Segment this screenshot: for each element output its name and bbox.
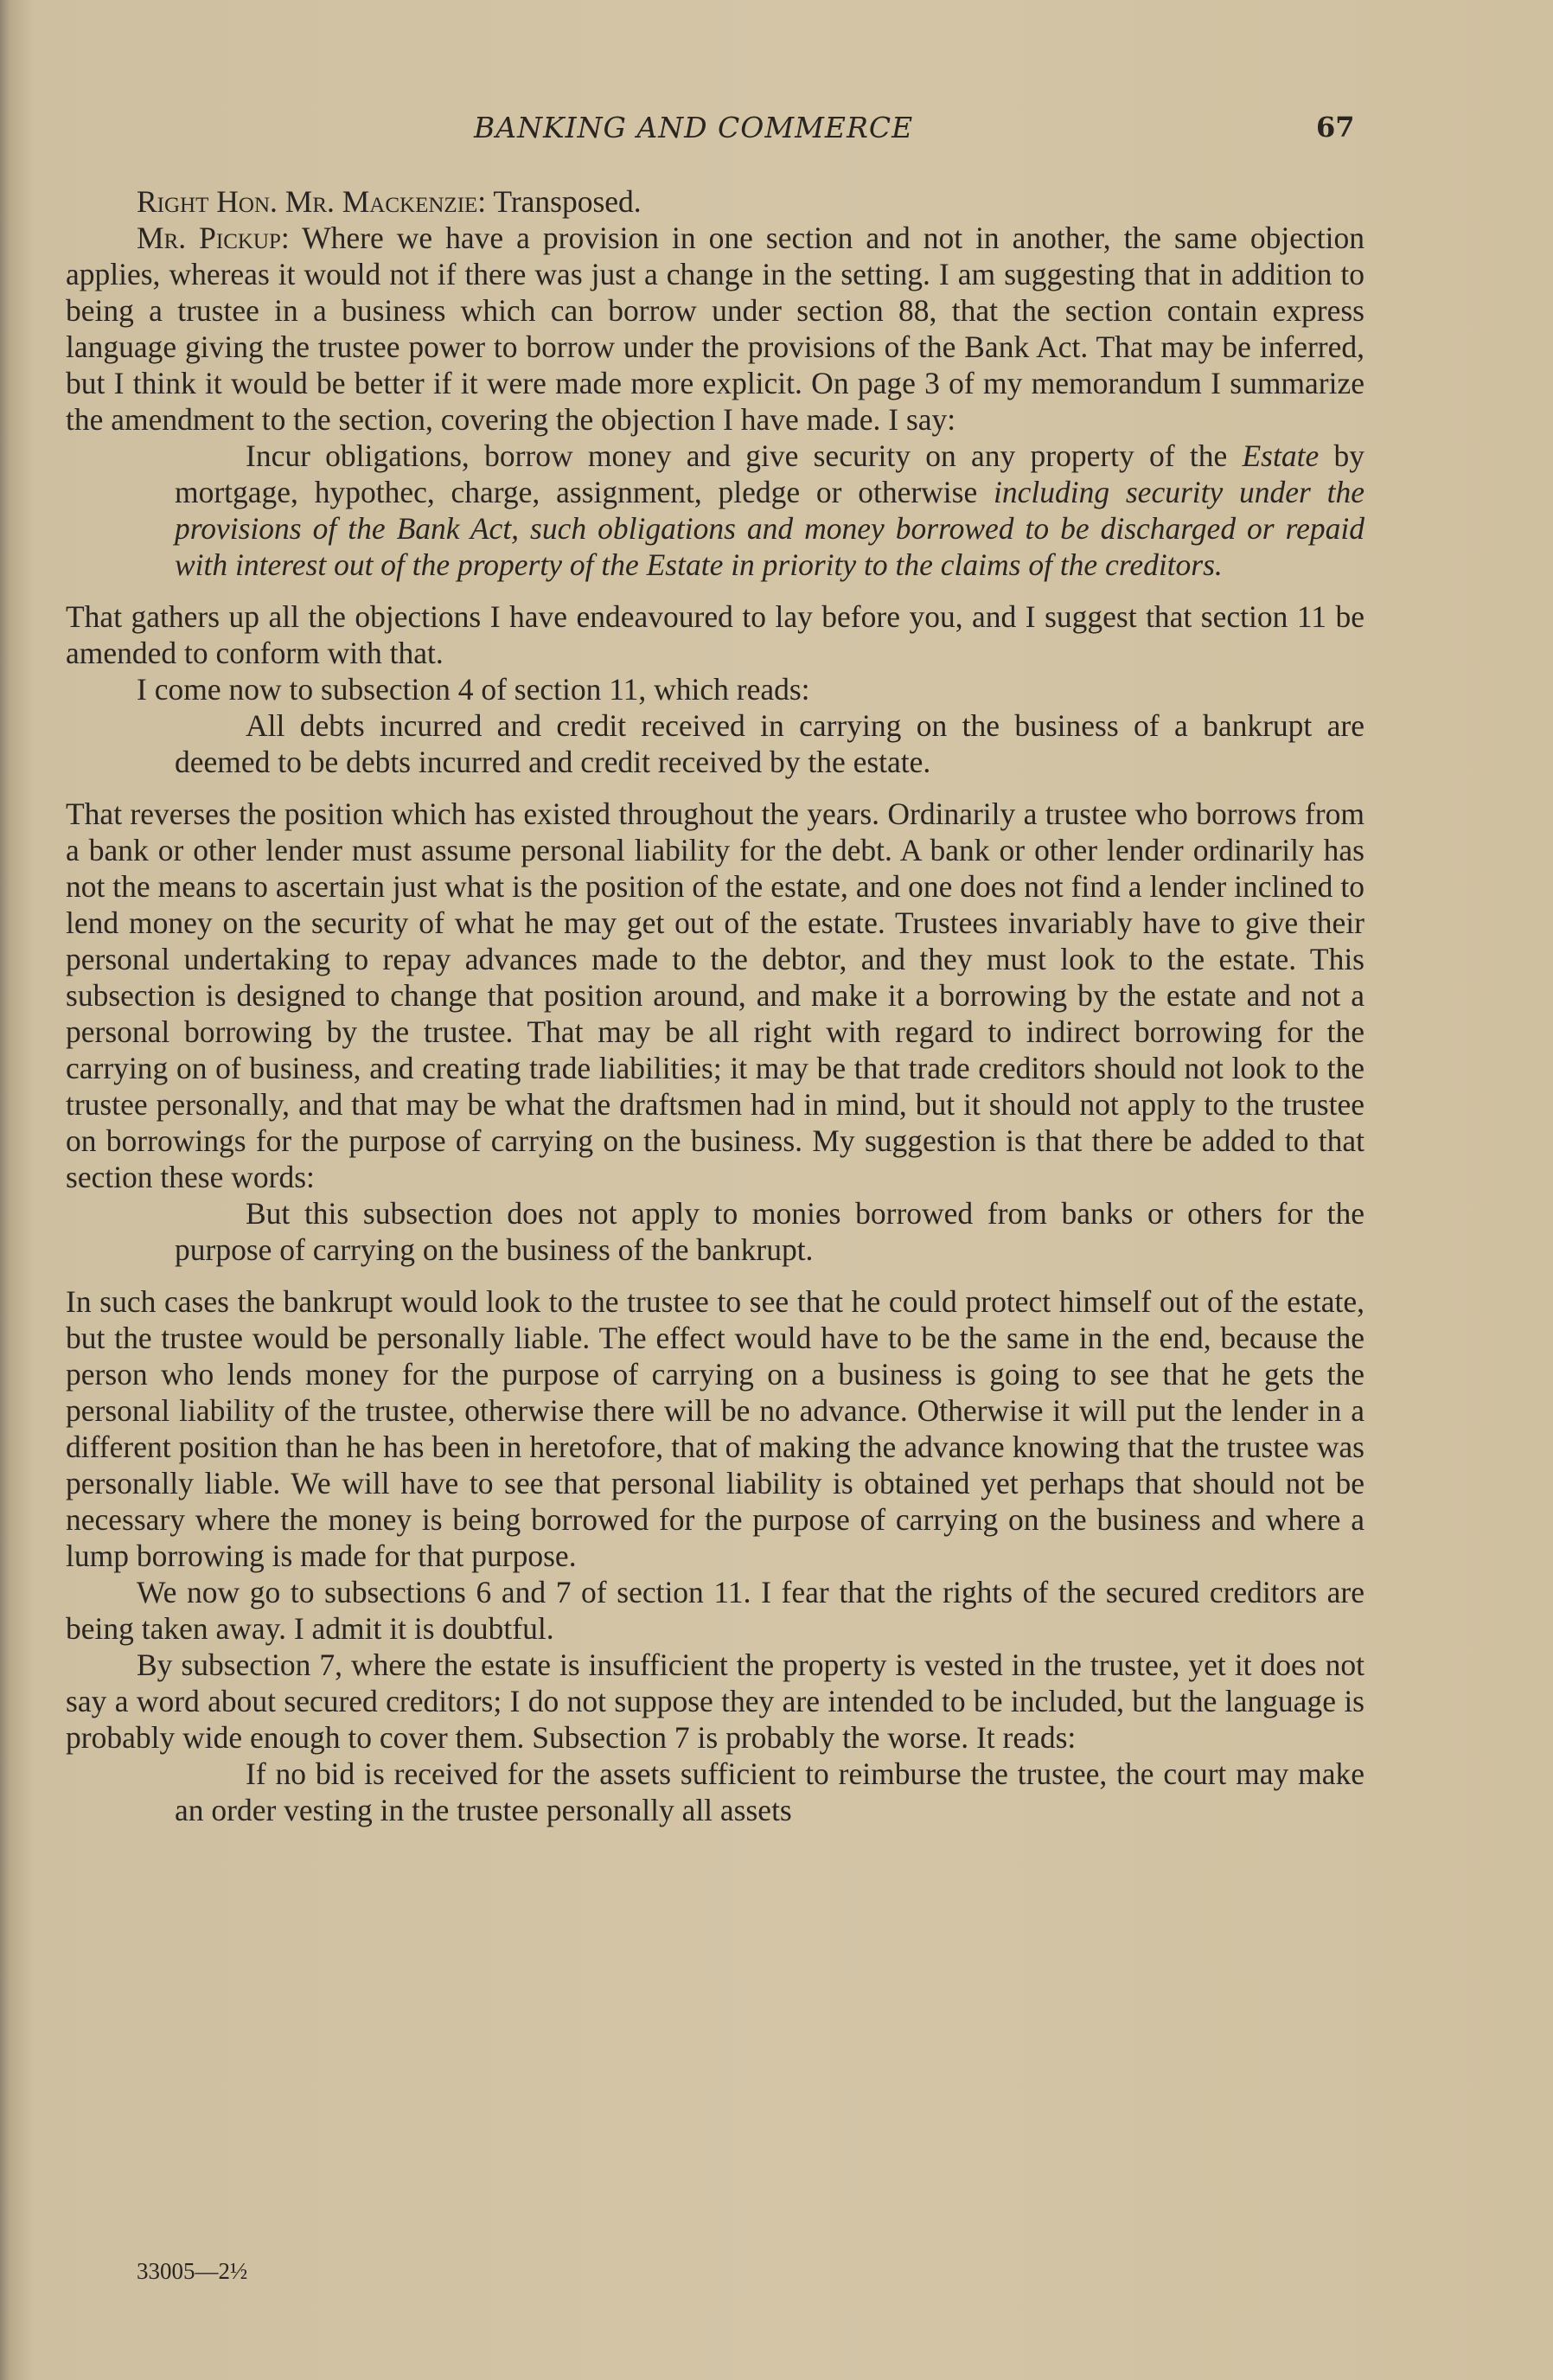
- quote-emphasis: Estate: [1242, 438, 1320, 473]
- quote-text: Incur obligations, borrow money and give security on any property of the: [246, 438, 1243, 473]
- page-number: 67: [1316, 111, 1355, 144]
- quote-text: by mortgage, hypothec, charge, assignment, pledge or otherwise: [175, 438, 1364, 509]
- quote-emphasis: including security under the provisions of the Bank Act, such obligations and money borrowed to be discharged or repaid with interest out of the property of the Estate in priority to the claims of the creditors.: [175, 475, 1364, 582]
- block-quote-4: If no bid is received for the assets sufficient to reimburse the trustee, the court may make an order vesting in the trustee personally all assets: [175, 1756, 1364, 1827]
- speaker-name: Right Hon. Mr. Mackenzie:: [137, 184, 487, 219]
- print-code: 33005—2½: [137, 2258, 248, 2284]
- paragraph-1: [66, 183, 1364, 220]
- running-head: BANKING AND COMMERCE: [474, 111, 914, 144]
- block-quote-1: [175, 438, 1364, 583]
- paragraph-3: That gathers up all the objections I have endeavoured to lay before you, and I suggest that section 11 be amended to conform with that.: [66, 599, 1364, 670]
- speaker-name: Mr. Pickup:: [137, 221, 290, 255]
- paragraph-5: That reverses the position which has existed throughout the years. Ordinarily a trustee who borrows from a bank or other lender must assume personal liability for the debt. A bank or other lender ordinarily has not the means to ascertain just what is the position of the estate, and one does not find a lender inclined to lend money on the security of what he may get out of the estate. Trustees invariably have to give their personal undertaking to repay advances made to the debtor, and they must look to the estate. This subsection is designed to change that position around, and make it a borrowing by the estate and not a personal borrowing by the trustee. That may be all right with regard to indirect borrowing for the carrying on of business, and creating trade liabilities; it may be that trade creditors should not look to the trustee personally, and that may be what the draftsmen had in mind, but it should not apply to the trustee on borrowings for the purpose of carrying on the business. My suggestion is that there be added to that section these words:: [66, 797, 1364, 1194]
- paragraph-6: In such cases the bankrupt would look to the trustee to see that he could protect himself out of the estate, but the trustee would be personally liable. The effect would have to be the same in the end, because the person who lends money for the purpose of carrying on a business is going to see that he gets the personal liability of the trustee, otherwise there will be no advance. Otherwise it will put the lender in a different position than he has been in heretofore, that of making the advance knowing that the trustee was personally liable. We will have to see that personal liability is obtained yet perhaps that should not be necessary where the money is being borrowed for the purpose of carrying on the business and where a lump borrowing is made for that purpose.: [66, 1284, 1364, 1573]
- paragraph-4: I come now to subsection 4 of section 11, which reads:: [137, 672, 810, 707]
- paragraph-text: Transposed.: [486, 184, 642, 219]
- page-header: [0, 111, 1553, 154]
- block-quote-3: But this subsection does not apply to monies borrowed from banks or others for the purpose of carrying on the business of the bankrupt.: [175, 1196, 1364, 1267]
- paragraph-text: Where we have a provision in one section and not in another, the same objection applies, whereas it would not if there was just a change in the setting. I am suggesting that in addition to being a trustee in a business which can borrow under section 88, that the section contain express language giving the trustee power to borrow under the provisions of the Bank Act. That may be inferred, but I think it would be better if it were made more explicit. On page 3 of my memorandum I summarize the amendment to the section, covering the objection I have made. I say:: [66, 221, 1365, 437]
- paragraph-7: We now go to subsections 6 and 7 of section 11. I fear that the rights of the secured creditors are being taken away. I admit it is doubtful.: [66, 1575, 1364, 1646]
- block-quote-2: All debts incurred and credit received in carrying on the business of a bankrupt are deemed to be debts incurred and credit received by the estate.: [175, 708, 1364, 779]
- paragraph-2: [66, 220, 1364, 438]
- paragraph-8: By subsection 7, where the estate is insufficient the property is vested in the trustee, yet it does not say a word about secured creditors; I do not suppose they are intended to be included, but the language is probably wide enough to cover them. Subsection 7 is probably the worse. It reads:: [66, 1647, 1364, 1755]
- body-text: [66, 183, 1364, 1828]
